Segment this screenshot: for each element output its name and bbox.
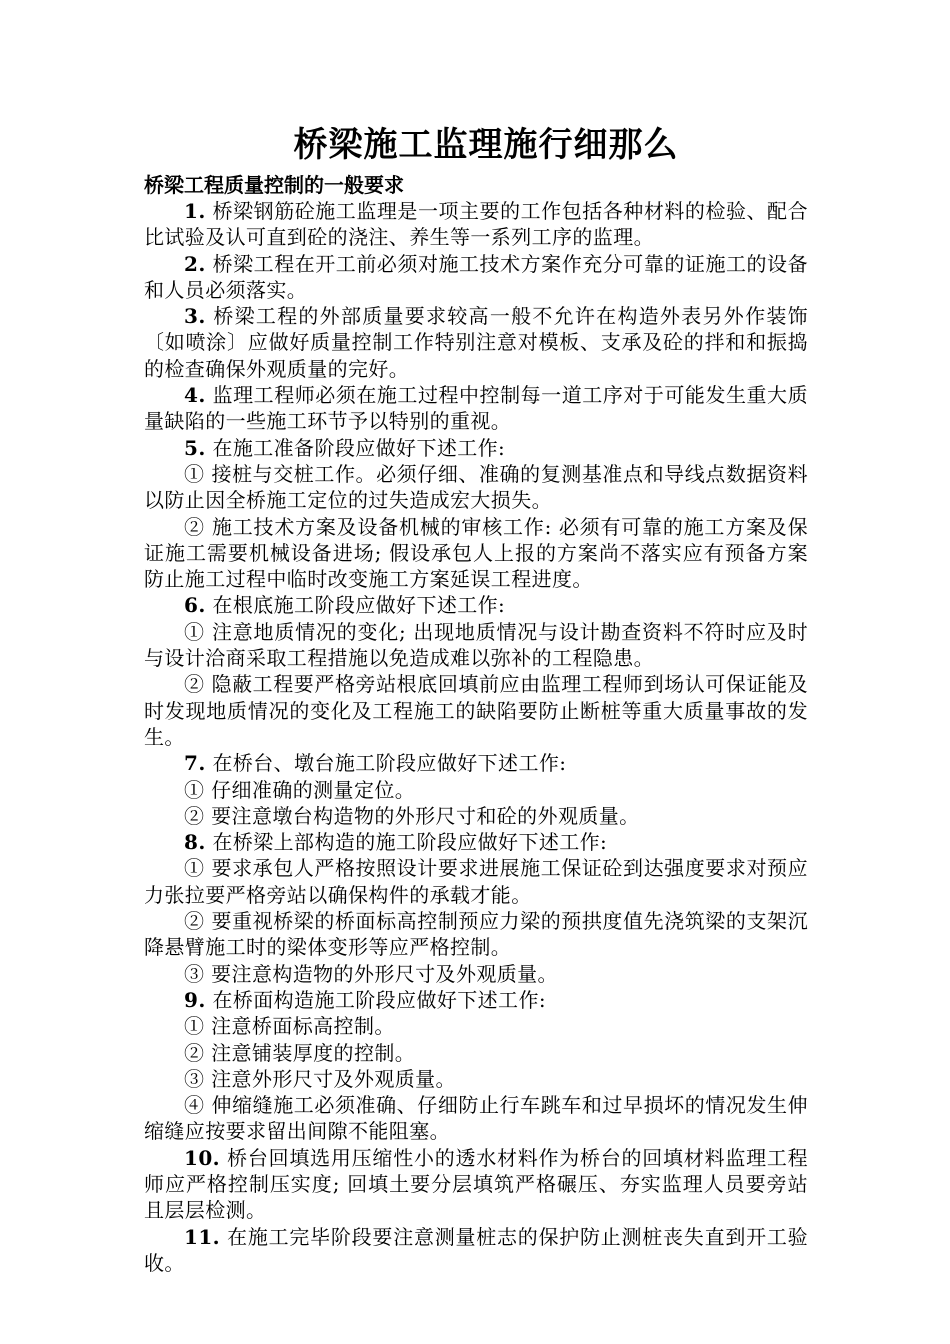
paragraph-text: 在桥梁上部构造的施工阶段应做好下述工作: [212,830,608,855]
paragraph [144,619,808,672]
paragraph-text: 桥梁工程在开工前必须对施工技术方案作充分可靠的证施工的设备和人员必须落实。 [144,251,808,302]
paragraph-number: 11. [184,1224,220,1249]
paragraph-text: ① 要求承包人严格按照设计要求进展施工保证砼到达强度要求对预应力张拉要严格旁站以确保构件的承载才能。 [144,856,808,907]
paragraph [144,803,808,829]
paragraph-text: 在施工完毕阶段要注意测量桩志的保护防止测桩丧失直到开工验收。 [144,1224,808,1275]
paragraph [144,1013,808,1039]
paragraph-number: 4. [184,383,206,408]
paragraph-text: 监理工程师必须在施工过程中控制每一道工序对于可能发生重大质量缺陷的一些施工环节予以特别的重视。 [144,383,808,434]
paragraph-text: ③ 要注意构造物的外形尺寸及外观质量。 [184,961,558,986]
paragraph [144,435,808,461]
paragraph-number: 7. [184,751,206,776]
paragraph [144,198,808,251]
paragraph [144,592,808,618]
paragraph [144,1092,808,1145]
paragraph-text: ③ 注意外形尺寸及外观质量。 [184,1066,456,1091]
paragraph-text: 在根底施工阶段应做好下述工作: [212,593,506,618]
paragraph-number: 8. [184,830,206,855]
paragraph [144,987,808,1013]
paragraph [144,1066,808,1092]
paragraph [144,855,808,908]
paragraph-text: 桥梁钢筋砼施工监理是一项主要的工作包括各种材料的检验、配合比试验及认可直到砼的浇注、养生等一系列工序的监理。 [144,199,808,250]
paragraph-text: ② 施工技术方案及设备机械的审核工作: 必须有可靠的施工方案及保证施工需要机械设备进场; 假设承包人上报的方案尚不落实应有预备方案防止施工过程中临时改变施工方案延误工程进度。 [144,514,808,592]
paragraph-text: ① 仔细准确的测量定位。 [184,777,416,802]
paragraph-text: ② 注意铺装厚度的控制。 [184,1040,416,1065]
paragraph [144,251,808,304]
paragraph-text: ② 隐蔽工程要严格旁站根底回填前应由监理工程师到场认可保证能及时发现地质情况的变化及工程施工的缺陷要防止断桩等重大质量事故的发生。 [144,672,808,749]
paragraph [144,514,808,593]
paragraph-text: 在桥面构造施工阶段应做好下述工作: [212,987,546,1012]
paragraph-number: 6. [184,593,206,618]
paragraph-text: ④ 伸缩缝施工必须准确、仔细防止行车跳车和过早损坏的情况发生伸缩缝应按要求留出间隙不能阻塞。 [144,1093,808,1144]
paragraph-number: 10. [184,1145,220,1170]
paragraph [144,1040,808,1066]
paragraph-text: 在施工准备阶段应做好下述工作: [212,435,506,460]
paragraph [144,671,808,750]
section-heading: 桥梁工程质量控制的一般要求 [144,173,404,197]
paragraph [144,908,808,961]
paragraph-number: 2. [184,251,206,276]
paragraph [144,1224,808,1277]
paragraph-text: 桥梁工程的外部质量要求较高一般不允许在构造外表另外作装饰〔如喷涂〕应做好质量控制工作特别注意对模板、支承及砼的拌和和振捣的检查确保外观质量的完好。 [144,304,809,381]
document-page [144,118,808,1276]
paragraph [144,1145,808,1224]
document-title: 桥梁施工监理施行细那么 [293,125,679,165]
paragraph [144,303,808,382]
paragraph-text: ① 接桩与交桩工作。必须仔细、准确的复测基准点和导线点数据资料以防止因全桥施工定位的过失造成宏大损失。 [144,461,808,513]
paragraph-text: 在桥台、墩台施工阶段应做好下述工作: [212,751,567,776]
paragraph [144,461,808,514]
paragraph-number: 5. [184,435,206,460]
paragraph [144,961,808,987]
paragraph-text: 桥台回填选用压缩性小的透水材料作为桥台的回填材料监理工程师应严格控制压实度; 回填土要分层填筑严格碾压、夯实监理人员要旁站且层层检测。 [144,1145,808,1223]
paragraph [144,777,808,803]
paragraph-text: ② 要重视桥梁的桥面标高控制预应力梁的预拱度值先浇筑梁的支架沉降悬臂施工时的梁体变形等应严格控制。 [144,909,808,960]
paragraph [144,750,808,776]
paragraph-text: ① 注意地质情况的变化; 出现地质情况与设计勘查资料不符时应及时与设计洽商采取工程措施以免造成难以弥补的工程隐患。 [144,619,808,671]
paragraph-number: 3. [184,304,206,329]
paragraph-number: 1. [184,199,206,223]
paragraph-list [144,198,808,1276]
paragraph-text: ① 注意桥面标高控制。 [184,1014,395,1039]
paragraph-text: ② 要注意墩台构造物的外形尺寸和砼的外观质量。 [184,803,640,828]
paragraph-number: 9. [184,987,206,1012]
paragraph [144,829,808,855]
paragraph [144,382,808,435]
